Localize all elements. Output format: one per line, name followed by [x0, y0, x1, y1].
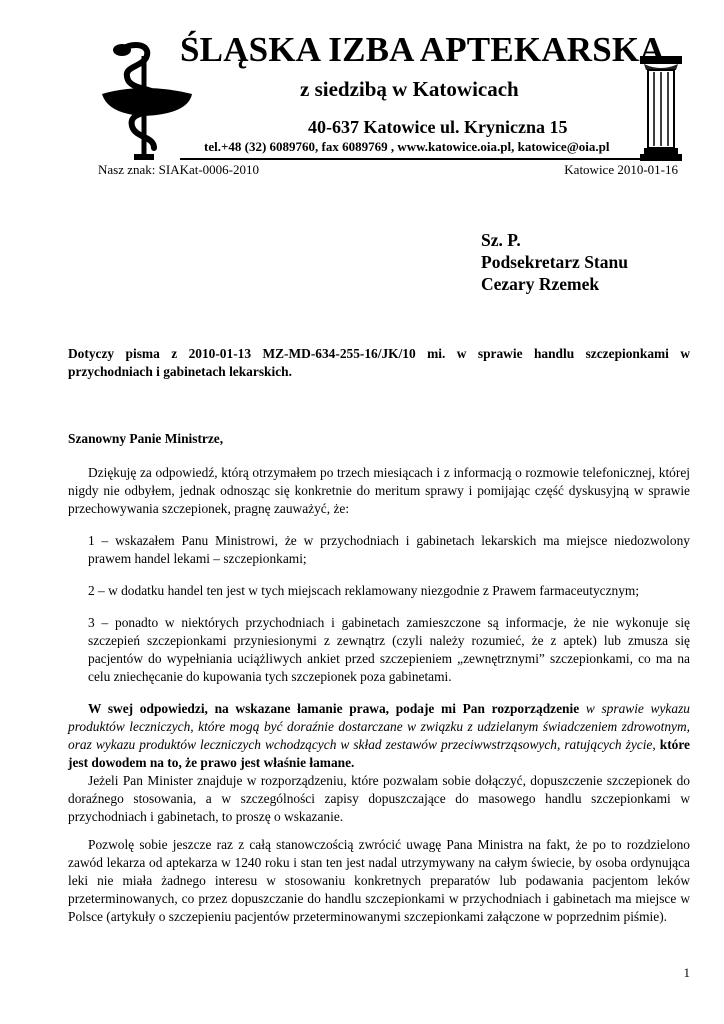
list-item — [68, 614, 690, 686]
letterhead-divider — [180, 158, 660, 160]
paragraph-1 — [68, 464, 690, 518]
addressee-line: Sz. P. — [481, 230, 521, 250]
paragraph-text: Jeżeli Pan Minister znajduje w rozporządzeniu, które pozwalam sobie dołączyć, dopuszczenie szczepionek do doraźnego stosowania, a w szczególności zapisy dopuszczające do masowego handlu szczepionkami w przychodniach i gabinetach, to proszę o wskazanie. — [68, 773, 690, 824]
reference-number: Nasz znak: SIAKat-0006-2010 — [98, 162, 260, 177]
punctuation: , — [652, 737, 656, 752]
list-item-text: 3 – ponadto w niektórych przychodniach i gabinetach zamieszczone są informacje, że nie wykonuje się szczepień szczepionkami przyniesionymi z zewnątrz (czyli należy rozumieć, że z aptek) lub zmusza się pacjentów do wypełniania uciążliwych ankiet przed szczepieniem „zewnętrznymi” szczepionkami, co ma na celu zniechęcanie do kupowania tych szczepionek poza gabinetami. — [88, 615, 690, 684]
regulation-title: w sprawie wykazu produktów leczniczych, które mogą być doraźnie dostarczane w związku z udzielanym świadczeniem zdrowotnym, oraz wykazu produktów leczniczych wchodzących w skład zestawów przeciwwstrząsowych, ratujących życie — [68, 701, 690, 752]
letterhead-title: ŚLĄSKA IZBA APTEKARSKA — [180, 30, 665, 69]
paragraph-text: Dziękuję za odpowiedź, którą otrzymałem po trzech miesiącach i z informacją o rozmowie telefonicznej, której nigdy nie odbyłem, jednak odnosząc się konkretnie do meritum sprawy i pomijając część dyskusyjną w sprawie przechowywania szczepionek, pragnę zauważyć, że: — [68, 465, 690, 516]
letter-date: Katowice 2010-01-16 — [564, 162, 678, 177]
paragraph-2 — [68, 700, 690, 826]
paragraph-text: Pozwolę sobie jeszcze raz z całą stanowczością zwrócić uwagę Pana Ministra na fakt, że po to rozdzielono zawód lekarza od aptekarza w 1240 roku i stan ten jest nadal utrzymywany na całym świecie, by osoba ordynująca leki nie miała żadnego interesu w stosowaniu konkretnych preparatów lub podawania pacjentom leków przeterminowanych, co przez dopuszczanie do handlu szczepionkami w przychodniach i gabinetach ma miejsce w Polsce (artykuły o szczepieniu pacjentów przeterminowanymi szczepionkami załączone w poprzednim piśmie). — [68, 837, 690, 924]
paragraph-bold-end: które jest dowodem na to, że prawo jest właśnie łamane. — [68, 737, 690, 770]
letterhead-subtitle: z siedzibą w Katowicach — [300, 77, 519, 101]
paragraph-4 — [68, 836, 690, 926]
addressee-block — [481, 229, 628, 295]
list-item-text: 1 – wskazałem Panu Ministrowi, że w przychodniach i gabinetach lekarskich ma miejsce niedozwolony prawem handel lekami – szczepionkami; — [88, 533, 690, 566]
list-item — [68, 532, 690, 568]
paragraph-bold-start: W swej odpowiedzi, na wskazane łamanie prawa, podaje mi Pan rozporządzenie — [88, 701, 580, 716]
page-number: 1 — [683, 965, 690, 980]
list-item-text: 2 – w dodatku handel ten jest w tych miejscach reklamowany niezgodnie z Prawem farmaceutycznym; — [88, 583, 640, 598]
salutation: Szanowny Panie Ministrze, — [68, 431, 224, 446]
letterhead-address: 40-637 Katowice ul. Kryniczna 15 — [308, 117, 568, 137]
list-item — [68, 582, 690, 600]
addressee-line: Cezary Rzemek — [481, 274, 600, 294]
letterhead-contact: tel.+48 (32) 6089760, fax 6089769 , www.katowice.oia.pl, katowice@oia.pl — [204, 139, 610, 154]
column-icon — [638, 54, 684, 162]
addressee-line: Podsekretarz Stanu — [481, 252, 628, 272]
subject-line: Dotyczy pisma z 2010-01-13 MZ-MD-634-255-16/JK/10 mi. w sprawie handlu szczepionkami w przychodniach i gabinetach lekarskich. — [68, 346, 690, 379]
